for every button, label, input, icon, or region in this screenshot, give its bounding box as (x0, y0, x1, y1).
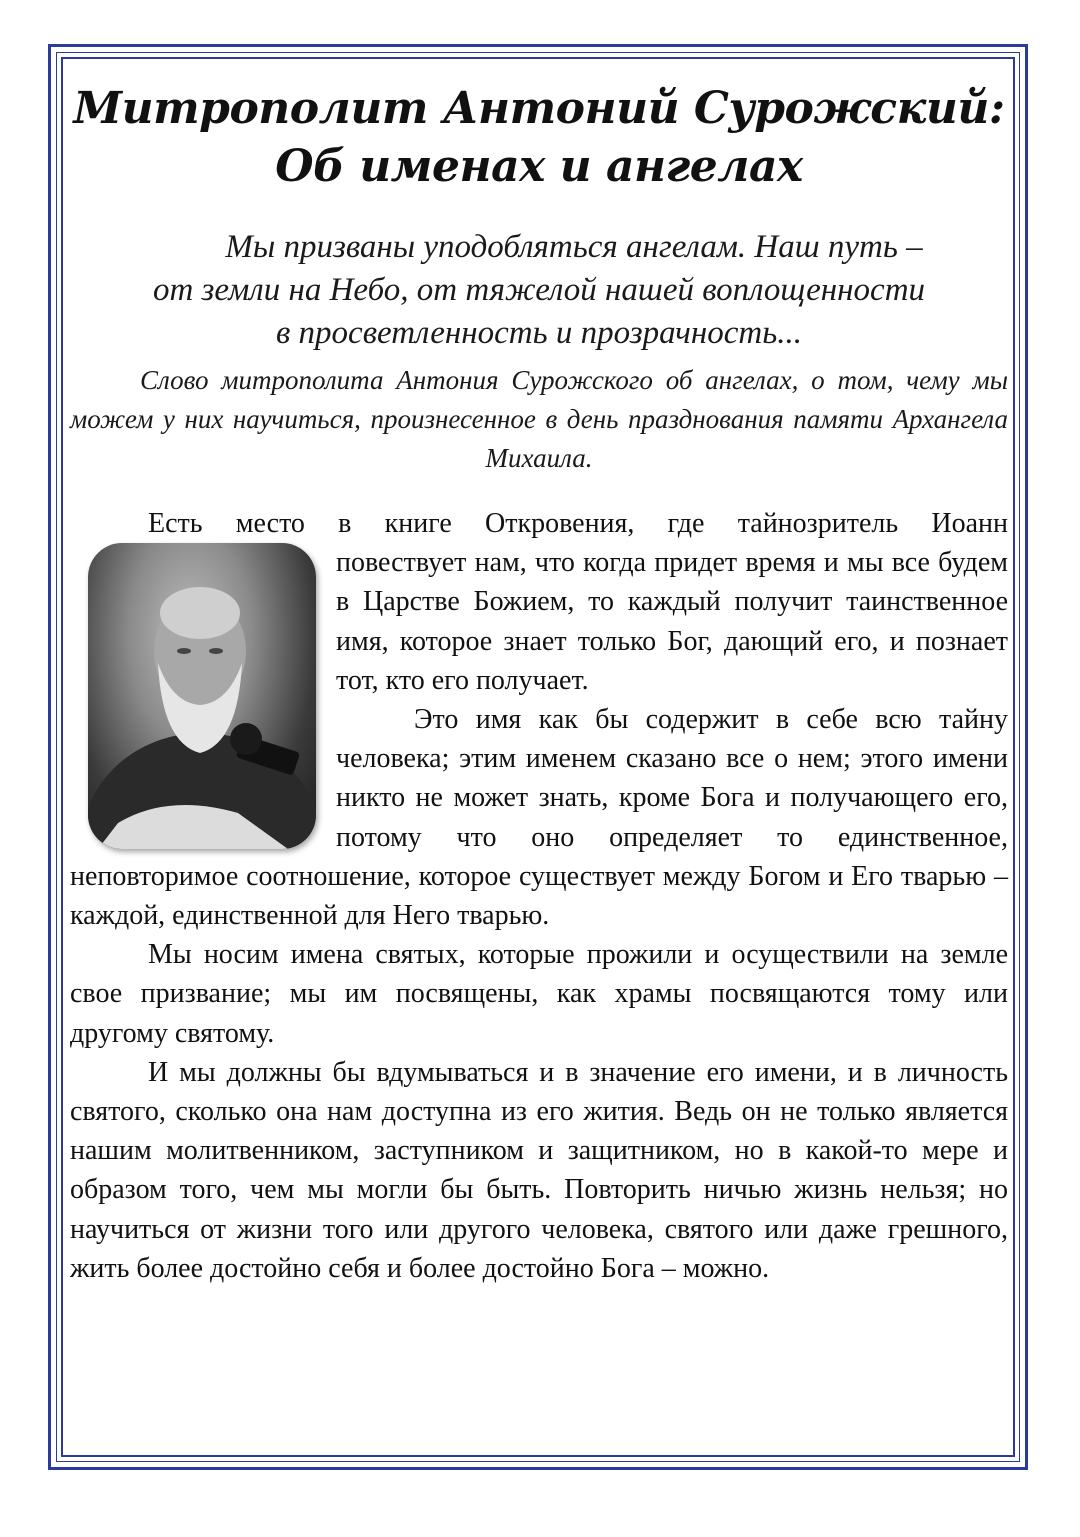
portrait-illustration (88, 543, 316, 849)
body-text (70, 504, 1008, 1288)
paragraph-1-first-line (70, 504, 1008, 543)
title-line-1: Митрополит Антоний Сурожский: (73, 83, 1005, 134)
paragraph-1-rest: повествует нам, что когда придет время и мы все будем в Царстве Божием, то каждый получит таинственное имя, которое знает только Бог, дающий его, и познает тот, кто его получает. (336, 547, 1008, 696)
epigraph-line-1: Мы призваны уподобляться ангелам. Наш путь – (225, 229, 923, 265)
paragraph-1-lead: Есть место в книге Откровения, где тайнозритель Иоанн (148, 508, 1008, 539)
paragraph-2: Это имя как бы содержит в себе всю тайну человека; этим именем сказано все о нем; этого имени никто не может знать, кроме Бога и получающего его, потому что оно определяет то единственное, неповторимое соотношение, которое существует между Богом и Его тварью – каждой, единственной для Него тварью. (70, 704, 1008, 932)
portrait-photo-icon (88, 543, 316, 849)
document-title (70, 80, 1008, 196)
title-line-2: Об именах и ангелах (275, 141, 803, 192)
epigraph-line-3: в просветленность и прозрачность... (275, 315, 803, 351)
sermon-caption: Слово митрополита Антония Сурожского об ангелах, о том, чему мы можем у них научиться, произнесенное в день празднования памяти Архангела Михаила. (70, 365, 1008, 473)
epigraph (70, 226, 1008, 355)
epigraph-line-2: от земли на Небо, от тяжелой нашей воплощенности (152, 272, 926, 308)
document-content (70, 70, 1008, 1288)
paragraph-4: И мы должны бы вдумываться и в значение его имени, и в личность святого, сколько она нам доступна из его жития. Ведь он не только является нашим молитвенником, заступником и защитником, но в какой-то мере и образом того, чем мы могли бы быть. Повторить ничью жизнь нельзя; но научиться от жизни того или другого человека, святого или даже грешного, жить более достойно себя и более достойно Бога – можно. (70, 1056, 1008, 1284)
paragraph-3: Мы носим имена святых, которые прожили и осуществили на земле свое призвание; мы им посвящены, как храмы посвящаются тому или другому святому. (70, 939, 1008, 1049)
